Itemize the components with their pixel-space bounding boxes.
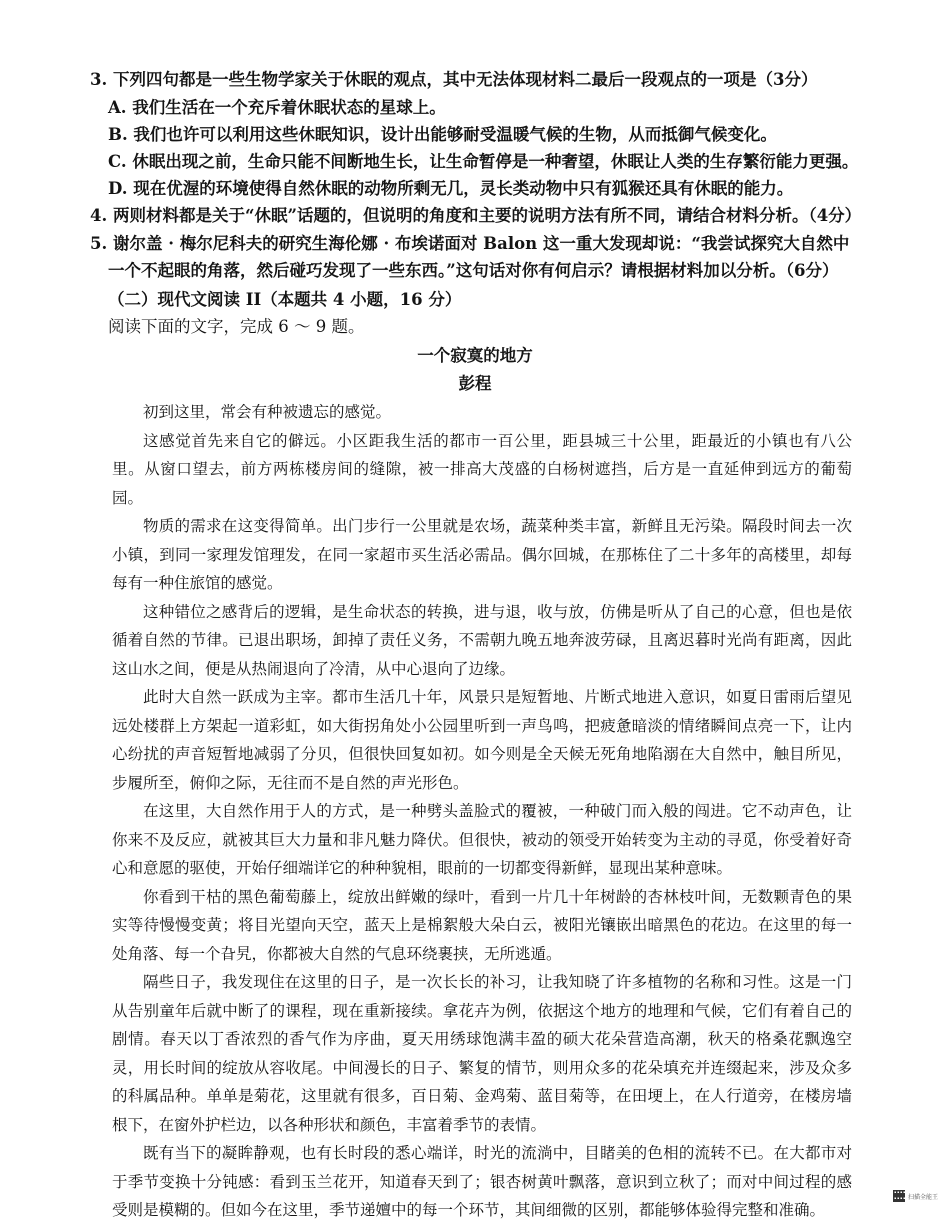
qr-code-icon — [893, 1190, 905, 1202]
question-3-stem: 3. 下列四句都是一些生物学家关于休眠的观点，其中无法体现材料二最后一段观点的一项是（3分） — [90, 70, 818, 89]
article-title: 一个寂寞的地方 — [417, 346, 533, 365]
question-3-option-a: A. 我们生活在一个充斥着休眠状态的星球上。 — [108, 98, 446, 117]
question-5 — [90, 230, 880, 284]
article-author: 彭程 — [458, 374, 492, 393]
paragraph-7: 你看到干枯的黑色葡萄藤上，绽放出鲜嫩的绿叶，看到一片几十年树龄的杏林枝叶间，无数颗青色的果实等待慢慢变黄；将目光望向天空，蓝天上是棉絮般大朵白云，被阳光镶嵌出暗黑色的花边。在这里的每一处角落、每一个旮旯，你都被大自然的气息环绕裹挟，无所逃遁。 — [112, 887, 852, 963]
question-3-option-d: D. 现在优渥的环境使得自然休眠的动物所剩无几，灵长类动物中只有狐猴还具有休眠的能力。 — [108, 179, 794, 198]
section-instruction: 阅读下面的文字，完成 6 ～ 9 题。 — [108, 317, 365, 336]
paragraph-9: 既有当下的凝眸静观，也有长时段的悉心端详，时光的流淌中，目睹美的色相的流转不已。在大都市对于季节变换十分钝感：看到玉兰花开，知道春天到了；银杏树黄叶飘落，意识到立秋了；而对中间过程的感受则是模糊的。但如今在这里，季节递嬗中的每一个环节，其间细微的区别，都能够体验得完整和准确。 — [112, 1144, 852, 1219]
question-5-line-1: 5. 谢尔盖 · 梅尔尼科夫的研究生海伦娜 · 布埃诺面对 Balon 这一重大发现却说：“我尝试探究大自然中 — [90, 234, 850, 253]
scanner-brand: 扫描全能王 — [908, 1194, 939, 1201]
question-5-line-2: 一个不起眼的角落，然后碰巧发现了一些东西。”这句话对你有何启示？请根据材料加以分析。（6分） — [108, 261, 839, 280]
paragraph-3: 物质的需求在这变得简单。出门步行一公里就是农场，蔬菜种类丰富，新鲜且无污染。隔段时间去一次小镇，到同一家理发馆理发，在同一家超市买生活必需品。偶尔回城，在那栋住了二十多年的高楼里，却每每有一种住旅馆的感觉。 — [112, 517, 852, 592]
article-body — [112, 398, 852, 1225]
question-3-option-b: B. 我们也许可以利用这些休眠知识，设计出能够耐受温暖气候的生物，从而抵御气候变化。 — [108, 125, 777, 144]
question-4: 4. 两则材料都是关于“休眠”话题的，但说明的角度和主要的说明方法有所不同，请结合材料分析。（4分） — [90, 206, 862, 225]
paragraph-1: 初到这里，常会有种被遗忘的感觉。 — [143, 403, 392, 421]
paragraph-2: 这感觉首先来自它的僻远。小区距我生活的都市一百公里，距县城三十公里，距最近的小镇也有八公里。从窗口望去，前方两栋楼房间的缝隙，被一排高大茂盛的白杨树遮挡，后方是一直延伸到远方的葡萄园。 — [112, 431, 852, 507]
question-3 — [90, 66, 880, 93]
section-heading: （二）现代文阅读 II（本题共 4 小题，16 分） — [108, 290, 462, 309]
paragraph-6: 在这里，大自然作用于人的方式，是一种劈头盖脸式的覆被，一种破门而入般的闯进。它不动声色，让你来不及反应，就被其巨大力量和非凡魅力降伏。但很快，被动的领受开始转变为主动的寻觅，你受着好奇心和意愿的驱使，开始仔细端详它的种种貌相，眼前的一切都变得新鲜，显现出某种意味。 — [112, 802, 852, 877]
paragraph-5: 此时大自然一跃成为主宰。都市生活几十年，风景只是短暂地、片断式地进入意识，如夏日雷雨后望见远处楼群上方架起一道彩虹，如大街拐角处小公园里听到一声鸟鸣，把疲惫暗淡的情绪瞬间点亮一下，让内心纷扰的声音短暂地减弱了分贝，但很快回复如初。如今则是全天候无死角地陷溺在大自然中，触目所见，步履所至，俯仰之际，无往而不是自然的声光形色。 — [112, 688, 852, 792]
paragraph-8: 隔些日子，我发现住在这里的日子，是一次长长的补习，让我知晓了许多植物的名称和习性。这是一门从告别童年后就中断了的课程，现在重新接续。拿花卉为例，依据这个地方的地理和气候，它们有着自己的剧情。春天以丁香浓烈的香气作为序曲，夏天用绣球饱满丰盈的硕大花朵营造高潮，秋天的格桑花飘逸空灵，用长时间的绽放从容收尾。中间漫长的日子、繁复的情节，则用众多的花朵填充并连缀起来，涉及众多的科属品种。单单是菊花，这里就有很多，百日菊、金鸡菊、蓝目菊等，在田埂上，在人行道旁，在楼房墙根下，在窗外护栏边，以各种形状和颜色，丰富着季节的表情。 — [112, 973, 852, 1134]
question-3-option-c: C. 休眠出现之前，生命只能不间断地生长，让生命暂停是一种奢望，休眠让人类的生存繁衍能力更强。 — [108, 152, 859, 171]
paragraph-4: 这种错位之感背后的逻辑，是生命状态的转换，进与退，收与放，仿佛是听从了自己的心意，但也是依循着自然的节律。已退出职场，卸掉了责任义务，不需朝九晚五地奔波劳碌，且离迟暮时光尚有距离，因此这山水之间，便是从热闹退向了冷清，从中心退向了边缘。 — [112, 602, 852, 678]
